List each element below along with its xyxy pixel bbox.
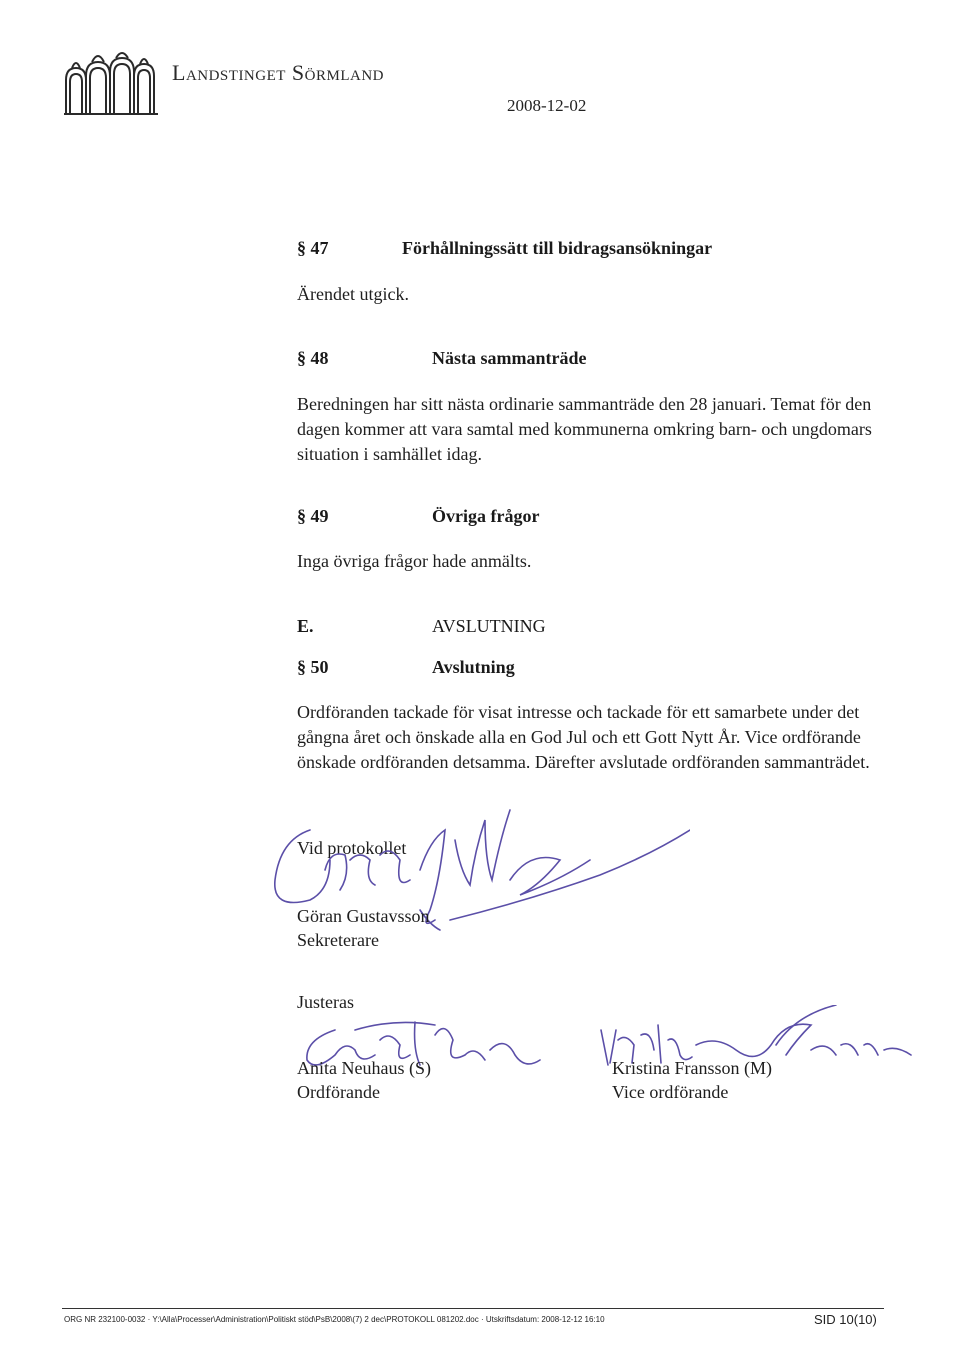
section-49-number: § 49 — [297, 506, 329, 526]
footer-page-number: SID 10(10) — [814, 1312, 877, 1327]
part-e-letter: E. — [297, 616, 314, 636]
chair-name: Anita Neuhaus (S) — [297, 1058, 431, 1078]
section-48-title: Nästa sammanträde — [432, 348, 587, 368]
protocol-label: Vid protokollet — [297, 838, 407, 858]
vice-chair-role: Vice ordförande — [612, 1082, 729, 1102]
section-47-text: Ärendet utgick. — [297, 284, 409, 304]
document-date: 2008-12-02 — [507, 96, 587, 115]
section-50-text: Ordföranden tackade för visat intresse och tackade för ett samarbete under det gångna året och önskade alla en God Jul och ett Gott Nytt År. Vice ordförande önskade ordföranden detsamma. Därefter avslutade ordföranden sammanträdet. — [297, 702, 870, 772]
crowned-arches-logo-icon — [62, 50, 160, 118]
section-50-title: Avslutning — [432, 657, 515, 677]
chair-role: Ordförande — [297, 1082, 380, 1102]
part-e-heading: AVSLUTNING — [432, 616, 546, 636]
section-49-title: Övriga frågor — [432, 506, 540, 526]
section-47-number: § 47 — [297, 238, 329, 258]
vice-chair-name: Kristina Fransson (M) — [612, 1058, 772, 1078]
organization-name: Landstinget Sörmland — [172, 60, 384, 85]
section-48-text: Beredningen har sitt nästa ordinarie sammanträde den 28 januari. Temat för den dagen kommer att vara samtal med kommunerna omkring barn- och ungdomars situation i samhället idag. — [297, 394, 872, 464]
adjusted-label: Justeras — [297, 992, 354, 1012]
footer-document-info: ORG NR 232100-0032 · Y:\Alla\Processer\Administration\Politiskt stöd\PsB\2008\(7) 2 dec\PROTOKOLL 081202.doc · Utskriftsdatum: 2008-12-12 16:10 — [64, 1315, 605, 1324]
section-47-title: Förhållningssätt till bidragsansökningar — [402, 238, 713, 258]
secretary-name: Göran Gustavsson — [297, 906, 430, 926]
section-50-number: § 50 — [297, 657, 329, 677]
secretary-role: Sekreterare — [297, 930, 379, 950]
section-48-number: § 48 — [297, 348, 329, 368]
footer-divider — [62, 1308, 884, 1309]
section-49-text: Inga övriga frågor hade anmälts. — [297, 551, 532, 571]
